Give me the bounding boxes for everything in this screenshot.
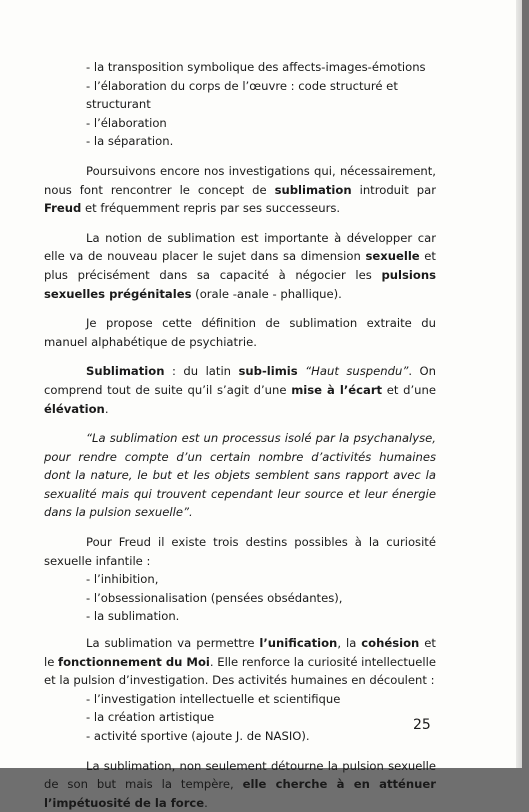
list-item: - la séparation. — [86, 134, 174, 149]
list-item: - l’inhibition, — [86, 572, 159, 587]
page-text — [44, 58, 436, 812]
list-item: - activité sportive (ajoute J. de NASIO). — [86, 729, 310, 743]
paragraph-sublimation-intro: Poursuivons encore nos investigations qui, nécessairement, nous font rencontrer le concept de sublimation introduit par Freud et fréquemment repris par ses successeurs. — [44, 163, 436, 216]
list-item: - la transposition symbolique des affects-images-émotions — [86, 60, 426, 74]
paragraph-sublimation-effects: La sublimation va permettre l’unification, la cohésion et le fonctionnement du Moi. Elle renforce la curiosité intellectuelle et la pulsion d’investigation. Des activités humaines en découlent : — [44, 636, 436, 688]
paragraph-freud-destinies: Pour Freud il existe trois destins possibles à la curiosité sexuelle infantile : — [44, 535, 436, 568]
page-edge — [516, 0, 522, 768]
paragraph-sublimation-conclusion: La sublimation, non seulement détourne la pulsion sexuelle de son but mais la tempère, elle cherche à en atténuer l’impétuosité de la force. — [44, 758, 436, 810]
list-item: - la sublimation. — [86, 609, 180, 624]
paragraph-quote: “La sublimation est un processus isolé par la psychanalyse, pour rendre compte d’un certain nombre d’activités humaines dont la nature, le but et les objets semblent sans rapport avec la sexualité mais qui trouvent cependant leur source et leur énergie dans la pulsion sexuelle”. — [44, 431, 436, 520]
page-number: 25 — [413, 717, 431, 733]
list-item: - la création artistique — [86, 710, 215, 725]
list-item: - l’obsessionalisation (pensées obsédantes), — [86, 590, 343, 605]
list-item: - l’élaboration du corps de l’œuvre : code structuré et structurant — [86, 78, 398, 112]
paragraph-sublimation-notion: La notion de sublimation est importante à développer car elle va de nouveau placer le sujet dans sa dimension sexuelle et plus précisément dans sa capacité à négocier les pulsions sexuelles prégénitales (orale -anale - phallique). — [44, 230, 436, 301]
list-item: - l’investigation intellectuelle et scientifique — [86, 691, 341, 706]
paragraph-definition: Sublimation : du latin sub-limis “Haut suspendu”. On comprend tout de suite qu’il s’agit d’une mise à l’écart et d’une élévation. — [44, 364, 437, 416]
list-item: - l’élaboration — [86, 115, 167, 130]
paragraph-definition-source: Je propose cette définition de sublimation extraite du manuel alphabétique de psychiatrie. — [44, 316, 436, 349]
